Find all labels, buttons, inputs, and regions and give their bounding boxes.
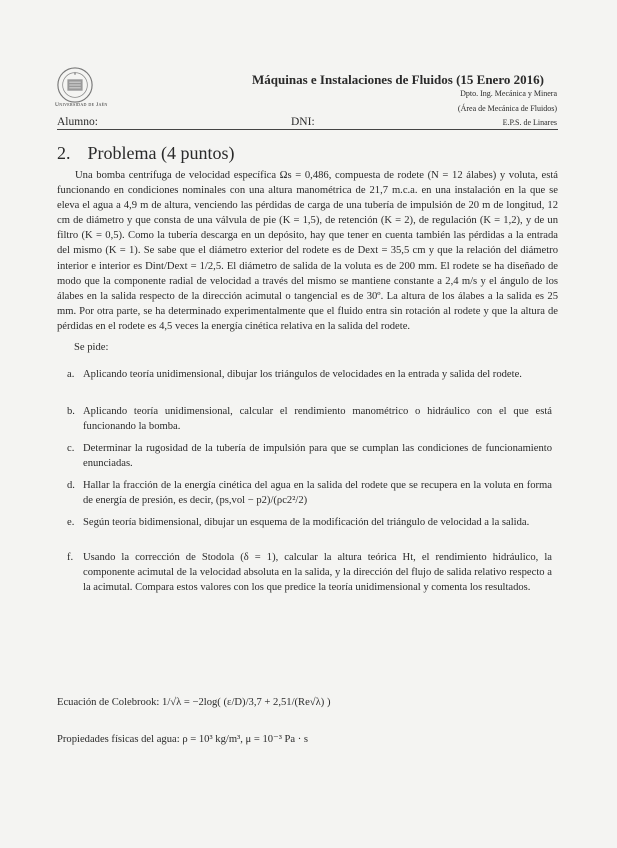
item-text: Usando la corrección de Stodola (δ = 1), calcular la altura teórica Ht, el rendimiento hidráulico, la componente acimutal de la velocidad absoluta en la salida, y la dirección del flujo de salida relativo respecto a la acimutal. Compara estos valores con los que predice la teoría unidimensional y comenta los resultados. [83, 552, 552, 594]
section-title: Problema (4 puntos) [87, 143, 235, 163]
item-label: a. [67, 369, 75, 380]
colebrook-formula: 1/√λ = −2log( (ε/D)/3,7 + 2,51/(Re√λ) ) [162, 697, 331, 708]
question-item-e [67, 515, 552, 530]
section-heading [57, 143, 234, 164]
area-label: (Área de Mecánica de Fluidos) [457, 104, 557, 113]
question-item-f [67, 550, 552, 595]
question-item-d [67, 478, 552, 508]
department-label: Dpto. Ing. Mecánica y Minera [460, 89, 557, 98]
problem-statement [57, 168, 558, 334]
item-text: Hallar la fracción de la energía cinética del agua en la salida del rodete que se recupera en la voluta en forma de energía de presión, es decir, (ps,vol − p2)/(ρc2²/2) [83, 480, 552, 507]
item-label: f. [67, 552, 74, 563]
id-label: DNI: [291, 116, 315, 128]
university-name: Universidad de Jaén [55, 102, 108, 108]
student-label: Alumno: [57, 116, 98, 128]
item-text: Aplicando teoría unidimensional, dibujar los triángulos de velocidades en la entrada y salida del rodete. [83, 369, 522, 380]
item-text: Según teoría bidimensional, dibujar un esquema de la modificación del triángulo de velocidad a la salida. [83, 517, 530, 528]
problem-intro: Una bomba centrífuga de velocidad específica Ωs = 0,486, compuesta de rodete (N = 12 álabes) y voluta, está funcionando en condiciones nominales con una altura manométrica de 21,7 m.c.a. en una instalación en la que se eleva el agua a 4,9 m de altura, venciendo las pérdidas de carga de una tubería de impulsión de 20 m de longitud, 12 cm de diámetro y que consta de una válvula de pie (K = 1,5), de retención (K = 2), de regulación (K = 1,2), y de un filtro (K = 0,5). Como la tubería descarga en un depósito, hay que tener en cuenta también las pérdidas a la entrada del mismo (K = 1). Se sabe que el diámetro exterior del rodete es de Dext = 35,5 cm y que la relación del diámetro interior e interior es Dint/Dext = 1/2,5. El diámetro de salida de la voluta es de 200 mm. El rodete se ha diseñado de modo que la componente radial de velocidad a través del mismo se mantiene constante a 2,4 m/s y el ángulo de los álabes en la salida respecto de la dirección acimutal o tangencial es de 30º. La altura de los álabes a la salida es 25 mm. Por otra parte, se ha determinado experimentalmente que el fluido entra sin rotación al rodete y que la altura de pérdidas en el rodete es 4,5 veces la energía cinética relativa en la salida del rodete. [57, 170, 558, 332]
colebrook-equation [57, 697, 330, 708]
university-seal-icon [56, 66, 94, 104]
question-item-a [67, 367, 552, 382]
properties-label: Propiedades físicas del agua: [57, 734, 180, 745]
item-label: b. [67, 406, 75, 417]
colebrook-label: Ecuación de Colebrook: [57, 697, 160, 708]
problem-prompt: Se pide: [74, 342, 109, 353]
exam-title: Máquinas e Instalaciones de Fluidos (15 Enero 2016) [252, 72, 544, 87]
question-item-b [67, 404, 552, 434]
question-item-c [67, 441, 552, 471]
section-number: 2. [57, 143, 71, 163]
properties-formula: ρ = 10³ kg/m³, μ = 10⁻³ Pa · s [182, 734, 309, 745]
header-divider [57, 129, 558, 130]
item-text: Aplicando teoría unidimensional, calcular el rendimiento manométrico o hidráulico con el que está funcionando la bomba. [83, 406, 552, 433]
item-text: Determinar la rugosidad de la tubería de impulsión para que se cumplan las condiciones de funcionamiento enunciadas. [83, 443, 552, 470]
item-label: d. [67, 480, 75, 491]
school-label: E.P.S. de Linares [502, 118, 557, 127]
item-label: e. [67, 517, 75, 528]
water-properties [57, 733, 308, 745]
item-label: c. [67, 443, 75, 454]
